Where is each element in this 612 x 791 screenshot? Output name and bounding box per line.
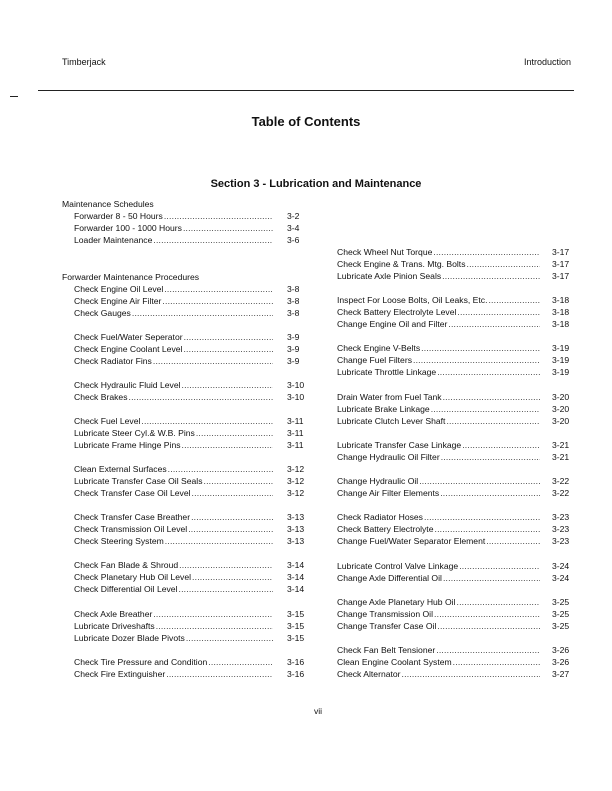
dot-leader: [456, 597, 540, 608]
toc-entry-label: Check Transmission Oil Level: [74, 523, 188, 534]
toc-entry: [337, 597, 541, 608]
toc-entry-label: Clean Engine Coolant System: [337, 656, 452, 667]
toc-entry-page: 3-21: [552, 451, 570, 462]
toc-entry-page: 3-15: [287, 620, 305, 631]
toc-entry-page: 3-18: [552, 295, 570, 305]
toc-entry: [337, 621, 541, 632]
toc-entry-label: Inspect For Loose Bolts, Oil Leaks, Etc.: [337, 295, 488, 305]
toc-entry-label: Change Hydraulic Oil: [337, 476, 419, 486]
toc-entry-label: Clean External Surfaces: [74, 464, 167, 474]
toc-entry: [337, 488, 541, 499]
toc-entry-label: Lubricate Dozer Blade Pivots: [74, 632, 185, 643]
dot-leader: [446, 416, 540, 427]
toc-entry: [337, 319, 541, 330]
toc-entry-label: Lubricate Throttle Linkage: [337, 366, 437, 377]
toc-entry: [337, 573, 541, 584]
toc-entry-page: 3-15: [287, 632, 305, 643]
toc-entry-label: Change Hydraulic Oil Filter: [337, 451, 440, 462]
toc-entry-page: 3-25: [552, 620, 570, 631]
toc-entry: [337, 271, 541, 282]
toc-entry-page: 3-21: [552, 440, 570, 450]
toc-entry-label: Check Transfer Case Breather: [74, 512, 191, 522]
toc-entry: [337, 524, 541, 535]
dot-leader: [441, 452, 540, 463]
procedures-heading: Forwarder Maintenance Procedures: [62, 272, 200, 282]
dot-leader: [437, 367, 540, 378]
dot-leader: [402, 669, 540, 680]
toc-entry-page: 3-25: [552, 608, 570, 619]
toc-entry: [337, 512, 541, 523]
toc-entry-label: Check Fuel Level: [74, 416, 141, 426]
toc-entry-label: Check Engine Air Filter: [74, 295, 162, 306]
toc-entry-page: 3-18: [552, 318, 570, 329]
toc-entry-page: 3-8: [287, 284, 300, 294]
dot-leader: [419, 476, 540, 487]
toc-entry-page: 3-14: [287, 583, 305, 594]
toc-entry-page: 3-23: [552, 512, 570, 522]
toc-entry-page: 3-6: [287, 234, 300, 245]
dot-leader: [424, 512, 540, 523]
toc-entry-page: 3-12: [287, 487, 305, 498]
toc-entry-page: 3-16: [287, 657, 305, 667]
dot-leader: [459, 561, 540, 572]
dot-leader: [431, 404, 540, 415]
toc-entry-page: 3-11: [287, 416, 304, 426]
toc-entry-label: Change Transmission Oil: [337, 608, 434, 619]
toc-entry-label: Lubricate Control Valve Linkage: [337, 561, 459, 571]
section-heading: Section 3 - Lubrication and Maintenance: [210, 178, 422, 190]
toc-entry-label: Check Radiator Hoses: [337, 512, 423, 522]
dot-leader: [462, 440, 540, 451]
toc-entry: [337, 367, 541, 378]
toc-entry-label: Check Transfer Case Oil Level: [74, 487, 191, 498]
toc-entry-page: 3-10: [287, 380, 305, 390]
toc-entry-label: Check Steering System: [74, 535, 164, 546]
toc-entry: [337, 247, 541, 258]
dot-leader: [440, 488, 540, 499]
toc-entry: [337, 355, 541, 366]
dot-leader: [457, 307, 540, 318]
toc-entry-label: Lubricate Transfer Case Linkage: [337, 440, 462, 450]
toc-entry: [337, 416, 541, 427]
toc-entry-page: 3-24: [552, 572, 570, 583]
dot-leader: [421, 343, 540, 354]
toc-entry-page: 3-9: [287, 343, 300, 354]
toc-entry-page: 3-23: [552, 535, 570, 546]
toc-entry-label: Check Battery Electrolyte: [337, 523, 434, 534]
toc-entry-label: Change Fuel/Water Separator Element: [337, 535, 486, 546]
toc-entry: [337, 343, 541, 354]
toc-entry-page: 3-15: [287, 609, 305, 619]
toc-entry-page: 3-22: [552, 476, 570, 486]
toc-entry-label: Lubricate Driveshafts: [74, 620, 155, 631]
toc-entry-page: 3-26: [552, 656, 570, 667]
dot-leader: [486, 536, 540, 547]
toc-entry-label: Change Engine Oil and Filter: [337, 318, 448, 329]
toc-entry-label: Lubricate Brake Linkage: [337, 403, 430, 414]
dot-leader: [442, 271, 540, 282]
toc-entry-page: 3-13: [287, 535, 305, 546]
toc-entry: [337, 295, 541, 306]
maintenance-schedules-heading: Maintenance Schedules: [62, 199, 154, 209]
toc-entry-label: Change Fuel Filters: [337, 354, 412, 365]
toc-entry: [337, 669, 541, 680]
toc-entry-page: 3-10: [287, 391, 305, 402]
toc-entry-page: 3-17: [552, 270, 570, 281]
toc-entry: [337, 452, 541, 463]
running-header-left: Timberjack: [62, 57, 106, 67]
toc-entry-page: 3-19: [552, 343, 570, 353]
toc-entry-page: 3-27: [552, 668, 570, 679]
toc-entry-label: Check Wheel Nut Torque: [337, 247, 433, 257]
toc-entry-page: 3-14: [287, 571, 305, 582]
toc-entry-label: Loader Maintenance: [74, 234, 153, 245]
toc-entry-page: 3-12: [287, 475, 305, 486]
toc-entry-label: Check Engine Coolant Level: [74, 343, 183, 354]
dot-leader: [436, 645, 540, 656]
toc-entry: [337, 476, 541, 487]
toc-entry-label: Check Fan Blade & Shroud: [74, 560, 179, 570]
toc-entry-page: 3-13: [287, 523, 305, 534]
toc-entry-label: Lubricate Transfer Case Oil Seals: [74, 475, 203, 486]
toc-entry-label: Check Fuel/Water Seperator: [74, 332, 183, 342]
toc-entry-label: Check Battery Electrolyte Level: [337, 306, 457, 317]
toc-entry-label: Check Radiator Fins: [74, 355, 152, 366]
toc-entry-label: Check Brakes: [74, 391, 128, 402]
toc-entry-page: 3-19: [552, 354, 570, 365]
dot-leader: [437, 621, 540, 632]
toc-entry-label: Forwarder 100 - 1000 Hours: [74, 222, 182, 233]
toc-entry-page: 3-26: [552, 645, 570, 655]
toc-entry-page: 3-8: [287, 307, 300, 318]
toc-entry: [337, 440, 541, 451]
toc-entry-label: Check Fan Belt Tensioner: [337, 645, 436, 655]
toc-entry-page: 3-22: [552, 487, 570, 498]
toc-entry-label: Lubricate Clutch Lever Shaft: [337, 415, 446, 426]
toc-entry-page: 3-24: [552, 561, 570, 571]
toc-entry-page: 3-14: [287, 560, 305, 570]
dot-leader: [413, 355, 540, 366]
toc-entry-page: 3-2: [287, 211, 300, 221]
toc-entry: [337, 307, 541, 318]
toc-entry: [337, 657, 541, 668]
toc-entry-page: 3-9: [287, 355, 300, 366]
toc-entry: [337, 609, 541, 620]
page-number: vii: [313, 706, 323, 716]
toc-entry-page: 3-20: [552, 403, 570, 414]
dot-leader: [443, 392, 540, 403]
dot-leader: [434, 609, 540, 620]
toc-entry: [337, 259, 541, 270]
dot-leader: [453, 657, 540, 668]
dot-leader: [443, 573, 540, 584]
dot-leader: [433, 247, 540, 258]
toc-entry-label: Check Engine V-Belts: [337, 343, 421, 353]
toc-entry: [337, 404, 541, 415]
toc-entry-label: Forwarder 8 - 50 Hours: [74, 211, 163, 221]
dot-leader: [467, 259, 541, 270]
toc-entry-label: Check Engine Oil Level: [74, 284, 164, 294]
toc-entry: [337, 392, 541, 403]
toc-entry-page: 3-25: [552, 597, 570, 607]
dot-leader: [448, 319, 540, 330]
dot-leader: [488, 295, 540, 306]
toc-entry-label: Change Transfer Case Oil: [337, 620, 437, 631]
toc-entry-label: Check Planetary Hub Oil Level: [74, 571, 192, 582]
toc-entry-page: 3-12: [287, 464, 305, 474]
page-title: Table of Contents: [251, 114, 361, 129]
toc-entry-page: 3-19: [552, 366, 570, 377]
toc-entry-label: Change Axle Planetary Hub Oil: [337, 597, 456, 607]
toc-entry-label: Lubricate Steer Cyl.& W.B. Pins: [74, 427, 195, 438]
toc-entry-page: 3-16: [287, 668, 305, 679]
toc-entry-page: 3-20: [552, 415, 570, 426]
toc-entry-page: 3-11: [287, 439, 304, 450]
toc-entry-label: Check Engine & Trans. Mtg. Bolts: [337, 258, 466, 269]
toc-entry-page: 3-13: [287, 512, 305, 522]
toc-entry-label: Check Fire Extinguisher: [74, 668, 166, 679]
running-header-right: Introduction: [523, 57, 571, 67]
toc-entry-page: 3-20: [552, 392, 570, 402]
toc-entry: [337, 536, 541, 547]
toc-entry-label: Change Axle Differential Oil: [337, 572, 442, 583]
toc-entry-label: Check Alternator: [337, 668, 401, 679]
toc-entry-label: Check Tire Pressure and Condition: [74, 657, 208, 667]
toc-entry-label: Lubricate Axle Pinion Seals: [337, 270, 442, 281]
toc-entry-page: 3-4: [287, 222, 300, 233]
toc-entry-page: 3-18: [552, 306, 570, 317]
toc-entry-page: 3-17: [552, 247, 570, 257]
toc-entry: [337, 645, 541, 656]
toc-entry-label: Check Axle Breather: [74, 609, 153, 619]
dot-leader: [434, 524, 540, 535]
toc-entry: [337, 561, 541, 572]
toc-entry-label: Change Air Filter Elements: [337, 487, 440, 498]
toc-entry-page: 3-17: [552, 258, 570, 269]
toc-entry-page: 3-23: [552, 523, 570, 534]
toc-entry-label: Check Hydraulic Fluid Level: [74, 380, 181, 390]
toc-entry-label: Check Differential Oil Level: [74, 583, 178, 594]
toc-entry-label: Check Gauges: [74, 307, 131, 318]
toc-entry-page: 3-11: [287, 427, 304, 438]
toc-entry-label: Drain Water from Fuel Tank: [337, 392, 442, 402]
toc-entry-page: 3-8: [287, 295, 300, 306]
toc-entry-page: 3-9: [287, 332, 300, 342]
toc-entry-label: Lubricate Frame Hinge Pins: [74, 439, 181, 450]
